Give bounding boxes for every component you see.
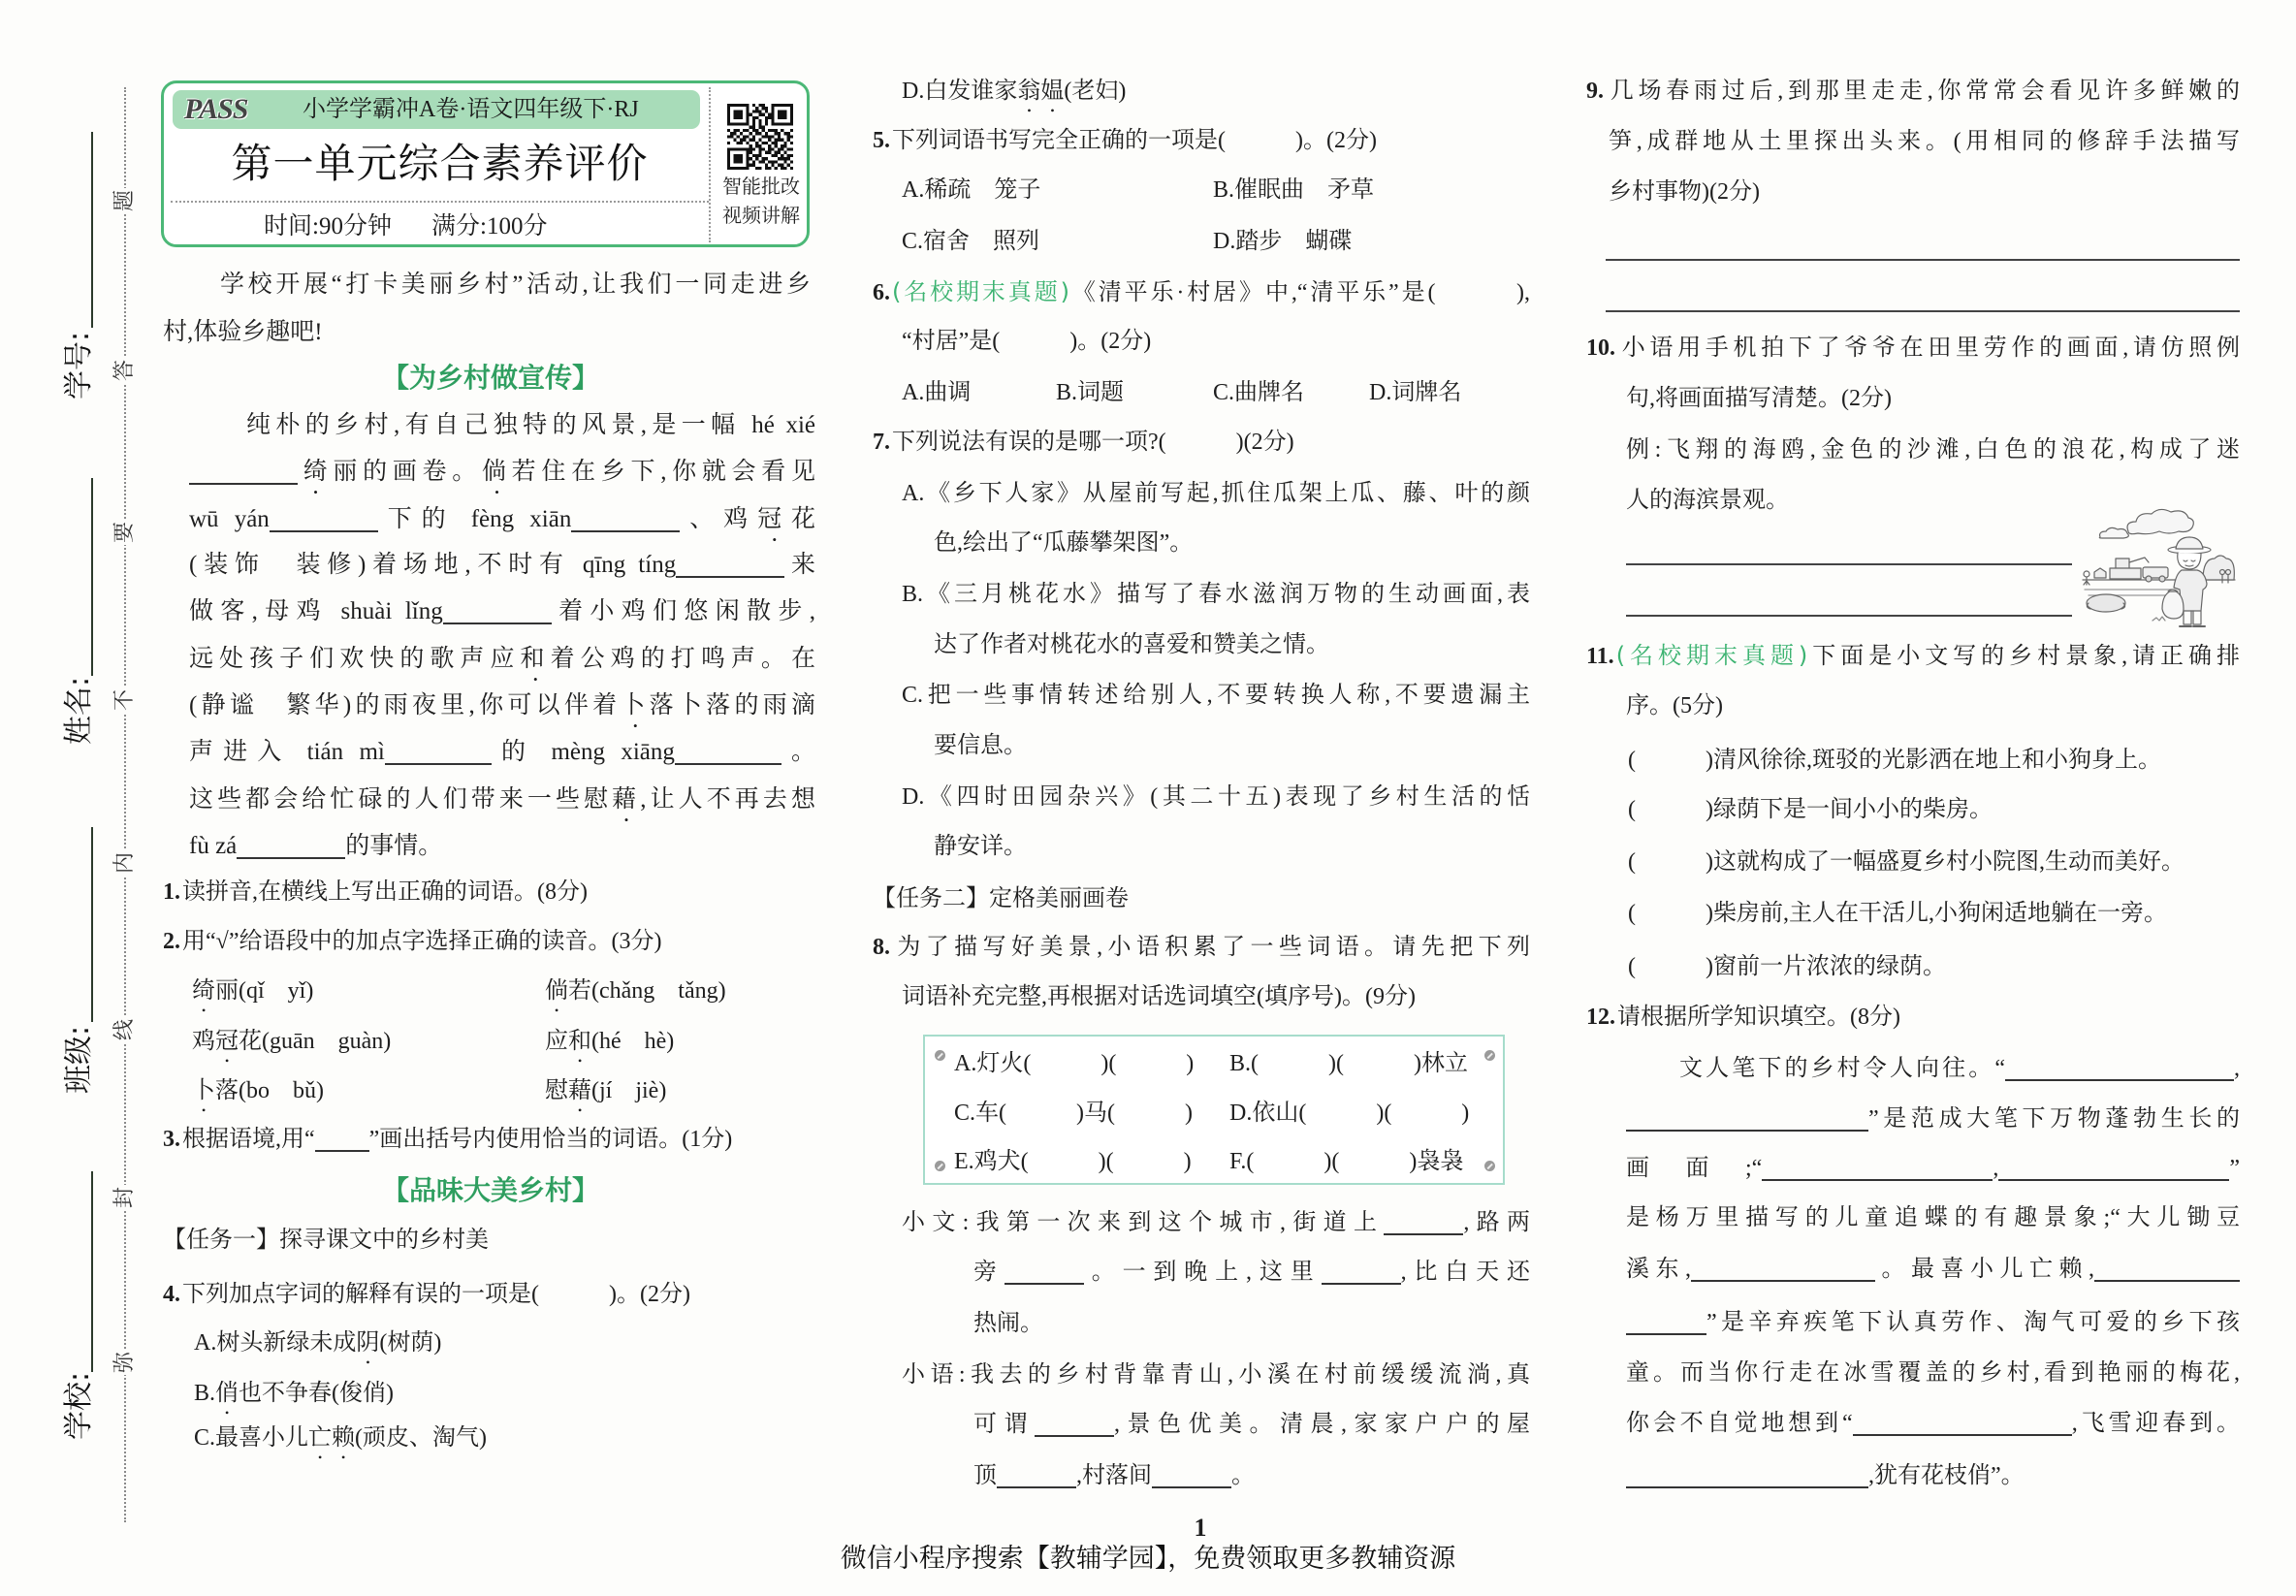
dialog-text: 我第一次来到这个城市,街道上 [969, 1210, 1385, 1235]
option-text: (老妇) [1064, 79, 1127, 104]
question-number: 3. [163, 1127, 180, 1152]
answer-blank[interactable] [385, 738, 492, 765]
full-score: 满分:100分 [431, 213, 548, 239]
section-heading-village-beauty: 【品味大美乡村】 [381, 1174, 599, 1206]
option-text: (hé hè) [591, 1029, 675, 1054]
choice-option-a[interactable] [194, 1322, 441, 1364]
option-text: 曲牌名 [1234, 380, 1305, 405]
fill-line [1626, 1098, 2240, 1140]
seal-char: 弥 [109, 1350, 142, 1375]
fill-text: ,犹有花枝俏”。 [1868, 1463, 2025, 1488]
dialog-text: ,村落间 [1076, 1463, 1152, 1488]
reading-option[interactable] [545, 970, 726, 1012]
seal-char: 内 [109, 850, 142, 876]
question-text: 读拼音,在横线上写出正确的词语。(8分) [182, 879, 588, 905]
speaker-label: 小语: [902, 1362, 966, 1388]
passage-text: (装饰 装修)着场地,不时有 qīng tíng [189, 552, 677, 578]
question-number: 12. [1586, 1005, 1615, 1030]
intro-line: 村,体验乡趣吧! [163, 319, 323, 345]
option-text: 也不争春(俊俏) [239, 1381, 394, 1406]
dialog-xiaoyu [902, 1354, 1530, 1396]
fill-line [1626, 1301, 2240, 1344]
option-text: 白发谁家 [924, 79, 1018, 104]
passage-line [189, 591, 815, 633]
fill-line [1679, 1047, 2240, 1090]
passage-text: 来 [784, 552, 815, 578]
ordering-item [1628, 739, 2161, 782]
option-label: C. [902, 229, 924, 254]
option-text: 鸡 [192, 1029, 215, 1054]
task-1-heading: 【任务一】探寻课文中的乡村美 [163, 1226, 489, 1253]
answer-blank[interactable] [1853, 1409, 2072, 1436]
option-text: 慰 [545, 1078, 568, 1103]
dialog-text: 我去的乡村背靠青山,小溪在村前缓缓流淌,真 [965, 1362, 1531, 1388]
option-text: 落(bo bǔ) [215, 1078, 324, 1103]
answer-blank[interactable] [2005, 1054, 2234, 1081]
dialog-text: ,路两 [1463, 1210, 1531, 1235]
option-text: 《四时田园杂兴》(其二十五)表现了乡村生活的恬 [924, 784, 1530, 810]
pass-logo: PASS [184, 93, 248, 125]
question-6 [873, 271, 1530, 313]
answer-blank[interactable] [1626, 1104, 1868, 1132]
question-8 [873, 926, 1530, 969]
item-text: 绿荫下是一间小小的柴房。 [1712, 797, 1993, 822]
answer-blank[interactable] [1998, 1154, 2229, 1181]
option-text: 把一些事情转述给别人,不要转换人称,不要遗漏主 [923, 683, 1530, 708]
dotted-char: 俏 [215, 1381, 239, 1406]
option-text: (顽皮、淘气) [355, 1425, 487, 1451]
dialog-text: 。 [1231, 1463, 1255, 1488]
pinyin-prompt: wū yán [189, 506, 270, 532]
dialog-text: 可谓 [973, 1412, 1035, 1437]
screw-icon [1484, 1161, 1495, 1171]
example-sentence: 人的海滨景观。 [1626, 488, 1789, 513]
answer-blank[interactable] [675, 738, 781, 765]
passage-line [189, 731, 815, 774]
seal-dotted-line [124, 87, 126, 1522]
option-text: (树荫) [379, 1330, 442, 1356]
seal-char: 题 [109, 188, 142, 213]
option-label: A. [194, 1330, 217, 1356]
question-text: 根据语境,用“ [182, 1127, 315, 1152]
pinyin-prompt: fù zá [189, 833, 238, 859]
option-label: A. [902, 177, 925, 203]
passage-line [189, 779, 815, 821]
choice-option-c[interactable] [194, 1417, 487, 1459]
option-text: 宿舍 照列 [923, 229, 1040, 254]
dotted-char: 冠 [215, 1029, 239, 1054]
header-divider [171, 201, 709, 203]
seal-char: 封 [109, 1185, 142, 1210]
dialog-text: 顶 [973, 1463, 997, 1488]
order-answer-slot[interactable]: ( ) [1628, 797, 1713, 822]
passage-text: 、鸡 [680, 506, 758, 532]
answer-line[interactable] [1606, 259, 2240, 261]
option-text: 《三月桃花水》描写了春水滋润万物的生动画面,表 [923, 582, 1530, 607]
answer-line[interactable] [1606, 310, 2240, 312]
qr-caption-grading: 智能批改 [722, 176, 800, 198]
choice-option-d[interactable] [1213, 220, 1352, 263]
option-text-continued: 达了作者对桃花水的喜爱和赞美之情。 [934, 632, 1329, 657]
answer-blank[interactable] [237, 832, 345, 859]
passage-text: ,让人不再去想 [640, 786, 815, 813]
choice-option-b[interactable] [194, 1372, 394, 1415]
option-text: 稀疏 笼子 [924, 177, 1041, 203]
option-label: A. [902, 380, 925, 405]
option-label: C. [194, 1425, 216, 1451]
task-2-heading: 【任务二】定格美丽画卷 [873, 884, 1129, 911]
fill-line [1626, 1454, 2025, 1497]
passage-text: 若住在乡下,你就会看见 [511, 459, 815, 485]
option-label: B. [1056, 380, 1078, 405]
passage-text: 远处孩子们欢快的歌声应 [189, 646, 521, 672]
choice-option-b[interactable] [902, 573, 1530, 616]
ordering-item [1628, 945, 1946, 988]
fill-line [1626, 1248, 2240, 1291]
question-5 [873, 119, 1377, 162]
question-text: 下列词语书写完全正确的一项是( )。(2分) [892, 128, 1377, 153]
option-text: 丽(qǐ yǐ) [215, 978, 314, 1004]
item-text: 清风徐徐,斑驳的光影洒在地上和小狗身上。 [1712, 748, 2161, 773]
question-text-continued: 句,将画面描写清楚。(2分) [1626, 386, 1892, 411]
dotted-char: 冠 [757, 506, 791, 532]
reading-option[interactable] [545, 1069, 666, 1112]
dialog-line: 热闹。 [973, 1311, 1043, 1336]
question-4 [163, 1273, 690, 1316]
word-bank-box [923, 1035, 1505, 1185]
option-text: 词题 [1077, 380, 1125, 405]
option-text-continued: 要信息。 [934, 733, 1027, 758]
item-text: 这就构成了一幅盛夏乡村小院图,生动而美好。 [1712, 849, 2184, 875]
passage-line [189, 825, 442, 868]
question-number: 7. [873, 430, 890, 455]
question-1 [163, 871, 588, 913]
option-text: 词牌名 [1391, 380, 1462, 405]
passage-text: 的 mèng xiāng [491, 739, 675, 765]
question-number: 1. [163, 879, 180, 905]
dotted-char: 翁媪 [1017, 79, 1065, 104]
option-text: 最喜小儿 [215, 1425, 309, 1451]
passage-text: 做客,母鸡 shuài lǐng [189, 598, 443, 624]
answer-blank[interactable] [1004, 1258, 1084, 1285]
dialog-line [973, 1403, 1530, 1446]
answer-blank[interactable] [1322, 1258, 1401, 1285]
order-answer-slot[interactable]: ( ) [1628, 849, 1713, 875]
question-text: 下面是小文写的乡村景象,请正确排 [1807, 644, 2241, 669]
promo-banner-text: 微信小程序搜索【教辅学园】，免费领取更多教辅资源 [840, 1544, 1456, 1574]
reading-option[interactable] [192, 1069, 324, 1112]
question-text: 《清平乐·村居》中,“清平乐”是( ), [1068, 280, 1530, 305]
qr-code-icon [727, 104, 793, 170]
question-number: 8. [873, 935, 890, 960]
fill-line [1626, 1402, 2240, 1445]
name-line[interactable] [91, 478, 93, 676]
fill-text: ”是辛弃疾笔下认真劳作、淘气可爱的乡下孩 [1706, 1310, 2240, 1335]
dotted-char: 藉 [612, 786, 641, 813]
answer-blank[interactable] [571, 505, 680, 532]
student-id-label: 学号: [62, 331, 96, 400]
question-number: 11. [1586, 644, 1614, 669]
answer-blank[interactable] [1691, 1255, 1875, 1282]
question-text: ”画出括号内使用恰当的词语。(1分) [368, 1127, 733, 1152]
dotted-char: 绮 [298, 459, 334, 485]
option-label: B. [194, 1381, 216, 1406]
school-label: 学校: [62, 1371, 96, 1441]
fill-text: 你会不自觉地想到“ [1626, 1411, 1853, 1436]
fill-text: , [2234, 1056, 2240, 1081]
fill-line: 童。而当你行走在冰雪覆盖的乡村,看到艳丽的梅花, [1626, 1360, 2240, 1386]
dotted-char: 藉 [568, 1078, 591, 1103]
answer-line[interactable] [1626, 563, 2072, 565]
choice-option-a[interactable] [902, 472, 1530, 515]
seal-char: 要 [109, 520, 142, 545]
question-text: 下列加点字词的解释有误的一项是( )。(2分) [182, 1282, 690, 1307]
source-tag: (名校期末真题) [892, 278, 1069, 305]
dotted-char: 卜 [192, 1078, 215, 1103]
option-label: B. [902, 582, 924, 607]
passage-text: (静谧 繁华)的雨夜里,你可以伴着 [189, 692, 622, 718]
page-number: 1 [1194, 1514, 1207, 1542]
seal-char: 答 [109, 358, 142, 383]
answer-blank[interactable] [676, 551, 784, 578]
passage-line [189, 685, 815, 727]
underline-sample [315, 1125, 369, 1152]
answer-blank[interactable] [1762, 1154, 1993, 1181]
page-title: 第一单元综合素养评价 [231, 140, 649, 187]
screw-icon [935, 1050, 945, 1061]
option-text: 催眠曲 矛草 [1234, 177, 1375, 203]
question-number: 6. [873, 280, 890, 305]
choice-option-c[interactable] [1213, 371, 1304, 414]
item-text: 柴房前,主人在干活儿,小狗闲适地躺在一旁。 [1712, 901, 2167, 926]
answer-blank[interactable] [1626, 1308, 1706, 1335]
fill-text: 文人笔下的乡村令人向往。“ [1679, 1056, 2005, 1081]
dotted-char: 阴 [356, 1330, 380, 1356]
option-text-continued: 色,绘出了“瓜藤攀架图”。 [934, 530, 1194, 556]
option-text: 《乡下人家》从屋前写起,抓住瓜架上瓜、藤、叶的颜 [924, 481, 1530, 506]
seal-char: 不 [109, 687, 142, 713]
answer-blank[interactable] [1152, 1461, 1231, 1488]
fill-text: 画面;“ [1626, 1156, 1763, 1181]
word-bank-item-a[interactable]: A.灯火( )( ) [954, 1051, 1195, 1076]
series-title: 小学学霸冲A卷·语文四年级下·RJ [303, 97, 639, 122]
question-number: 2. [163, 929, 180, 954]
dialog-text: ,景色优美。清晨,家家户户的屋 [1114, 1412, 1530, 1437]
passage-text: 的事情。 [345, 833, 443, 859]
ordering-item [1628, 892, 2167, 935]
dialog-xiaowen [902, 1201, 1530, 1244]
passage-text: 落卜落的雨滴 [649, 692, 815, 718]
question-text-continued: 乡村事物)(2分) [1609, 179, 1760, 205]
question-text: 请根据所学知识填空。(8分) [1617, 1005, 1900, 1030]
school-line[interactable] [91, 1171, 93, 1372]
student-id-line[interactable] [91, 132, 93, 328]
passage-text: 花 [790, 506, 815, 532]
fill-text: 溪东, [1626, 1257, 1691, 1282]
choice-option-b[interactable] [1056, 371, 1124, 414]
answer-blank[interactable] [270, 505, 378, 532]
option-text: 若(chǎng tǎng) [568, 978, 726, 1004]
question-number: 9. [1586, 79, 1604, 104]
section-heading-promote-village: 【为乡村做宣传】 [381, 362, 599, 394]
dotted-char: 倘 [481, 459, 512, 485]
choice-option-c[interactable] [902, 674, 1530, 717]
answer-blank[interactable] [1626, 1461, 1868, 1488]
question-text: 下列说法有误的是哪一项?( )(2分) [892, 430, 1294, 455]
option-label: D. [1213, 229, 1236, 254]
reading-option[interactable] [192, 1020, 391, 1063]
speaker-label: 小文: [902, 1210, 970, 1235]
choice-option-b[interactable] [1213, 169, 1374, 211]
option-text: 踏步 蝴碟 [1235, 229, 1353, 254]
question-text-continued: 序。(5分) [1626, 693, 1723, 718]
word-bank-item-d[interactable]: D.依山( )( ) [1229, 1101, 1470, 1126]
dialog-line [973, 1251, 1530, 1293]
dialog-text: ,比白天还 [1400, 1260, 1531, 1285]
option-text-continued: 静安详。 [934, 834, 1027, 859]
question-number: 4. [163, 1282, 180, 1307]
passage-line [189, 498, 815, 541]
question-text: 用“√”给语段中的加点字选择正确的读音。(3分) [182, 929, 662, 954]
name-label: 姓名: [62, 676, 96, 746]
answer-blank[interactable] [189, 458, 298, 485]
screw-icon [1484, 1050, 1495, 1061]
choice-option-d[interactable] [902, 70, 1126, 112]
passage-text: 下的 fèng xiān [377, 506, 572, 532]
fill-text: ” [2229, 1156, 2240, 1181]
header-vertical-divider [709, 87, 711, 242]
option-label: D. [1369, 380, 1392, 405]
question-text: 几场春雨过后,到那里走走,你常常会看见许多鲜嫩的 [1606, 79, 2240, 104]
intro-line: 学校开展“打卡美丽乡村”活动,让我们一同走进乡 [220, 271, 811, 298]
question-text-continued: 词语补充完整,再根据对话选词填空(填序号)。(9分) [902, 984, 1416, 1009]
fill-text: 。最喜小儿亡赖, [1875, 1257, 2094, 1282]
fill-line [1626, 1147, 2240, 1190]
question-3 [163, 1118, 732, 1161]
word-bank-item-e[interactable]: E.鸡犬( )( ) [954, 1149, 1192, 1174]
passage-line [189, 544, 815, 587]
option-text: 应 [545, 1029, 568, 1054]
dotted-char: 卜 [621, 692, 650, 718]
word-bank-item-c[interactable]: C.车( )马( ) [954, 1101, 1193, 1126]
dotted-char: 倘 [545, 978, 568, 1004]
question-2 [163, 920, 661, 963]
passage-text: 声进入 tián mì [189, 739, 385, 765]
dotted-char: 和 [520, 646, 551, 672]
fill-line: 是杨万里描写的儿童追蝶的有趣景象;“大儿锄豆 [1626, 1205, 2240, 1230]
passage-line [189, 638, 815, 681]
answer-blank[interactable] [2094, 1255, 2240, 1282]
answer-blank[interactable] [1035, 1410, 1114, 1437]
question-text: 为了描写好美景,小语积累了一些词语。请先把下列 [892, 935, 1530, 960]
fill-text: ”是范成大笔下万物蓬勃生长的 [1868, 1106, 2240, 1132]
passage-text: 着小鸡们悠闲散步, [551, 598, 815, 624]
order-answer-slot[interactable]: ( ) [1628, 901, 1713, 926]
option-label: D. [902, 784, 925, 810]
dotted-char: 和 [568, 1029, 591, 1054]
seal-char: 线 [109, 1017, 142, 1042]
question-7 [873, 421, 1294, 463]
dialog-line [973, 1454, 1255, 1497]
question-10 [1586, 327, 2240, 369]
option-label: D. [902, 79, 925, 104]
class-line[interactable] [91, 827, 93, 1022]
option-label: C. [1213, 380, 1235, 405]
ordering-item [1628, 841, 2184, 883]
option-text: 树头新绿未成 [216, 1330, 357, 1356]
option-text: 曲调 [924, 380, 972, 405]
option-text: (jí jiè) [591, 1078, 667, 1103]
choice-option-d[interactable] [1369, 371, 1461, 414]
order-answer-slot[interactable]: ( ) [1628, 748, 1713, 773]
ordering-item [1628, 788, 1993, 831]
passage-text: 。 [781, 739, 815, 765]
answer-line[interactable] [1626, 615, 2072, 617]
word-bank-item-f[interactable]: F.( )( )袅袅 [1229, 1149, 1464, 1174]
choice-option-d[interactable] [902, 776, 1530, 818]
option-label: C. [902, 683, 924, 708]
example-sentence: 例:飞翔的海鸥,金色的沙滩,白色的浪花,构成了迷 [1626, 437, 2240, 463]
choice-option-a[interactable] [902, 371, 971, 414]
dialog-text: 。一到晚上,这里 [1083, 1260, 1322, 1285]
fill-text: ,飞雪迎春到。 [2071, 1411, 2241, 1436]
question-number: 5. [873, 128, 890, 153]
item-text: 窗前一片浓浓的绿荫。 [1712, 954, 1946, 979]
passage-line [189, 451, 815, 494]
exam-time: 时间:90分钟 [264, 213, 392, 239]
dotted-char: 亡赖 [308, 1425, 356, 1451]
option-label: A. [902, 481, 925, 506]
farmer-illustration [2075, 495, 2245, 640]
source-tag: (名校期末真题) [1615, 642, 1808, 669]
class-label: 班级: [62, 1025, 96, 1095]
question-11 [1586, 634, 2240, 677]
passage-text: 着公鸡的打鸣声。在 [550, 646, 815, 672]
question-text-continued: 笋,成群地从土里探出头来。(用相同的修辞手法描写 [1609, 129, 2240, 154]
answer-blank[interactable] [1384, 1208, 1463, 1235]
word-bank-item-b[interactable]: B.( )( )林立 [1229, 1051, 1468, 1076]
order-answer-slot[interactable]: ( ) [1628, 954, 1713, 979]
question-12 [1586, 996, 1900, 1038]
answer-blank[interactable] [997, 1461, 1076, 1488]
dotted-char: 绮 [192, 978, 215, 1004]
dialog-text: 旁 [973, 1260, 1004, 1285]
option-label: B. [1213, 177, 1235, 203]
fill-text: , [1993, 1156, 1999, 1181]
question-text-continued: “村居”是( )。(2分) [902, 329, 1152, 354]
passage-text: 丽的画卷。 [333, 459, 482, 485]
passage-line: 纯朴的乡村,有自己独特的风景,是一幅 hé xié [246, 412, 815, 438]
qr-caption-video: 视频讲解 [722, 206, 800, 227]
reading-option[interactable] [192, 970, 313, 1012]
question-9 [1586, 70, 2240, 112]
question-text: 小语用手机拍下了爷爷在田里劳作的画面,请仿照例 [1617, 335, 2240, 361]
option-text: 花(guān guàn) [239, 1029, 392, 1054]
choice-option-a[interactable] [902, 169, 1040, 211]
choice-option-c[interactable] [902, 220, 1039, 263]
passage-text: 这些都会给忙碌的人们带来一些慰 [189, 786, 613, 813]
screw-icon [935, 1161, 945, 1171]
reading-option[interactable] [545, 1020, 674, 1063]
question-number: 10. [1586, 335, 1615, 361]
answer-blank[interactable] [443, 597, 552, 624]
